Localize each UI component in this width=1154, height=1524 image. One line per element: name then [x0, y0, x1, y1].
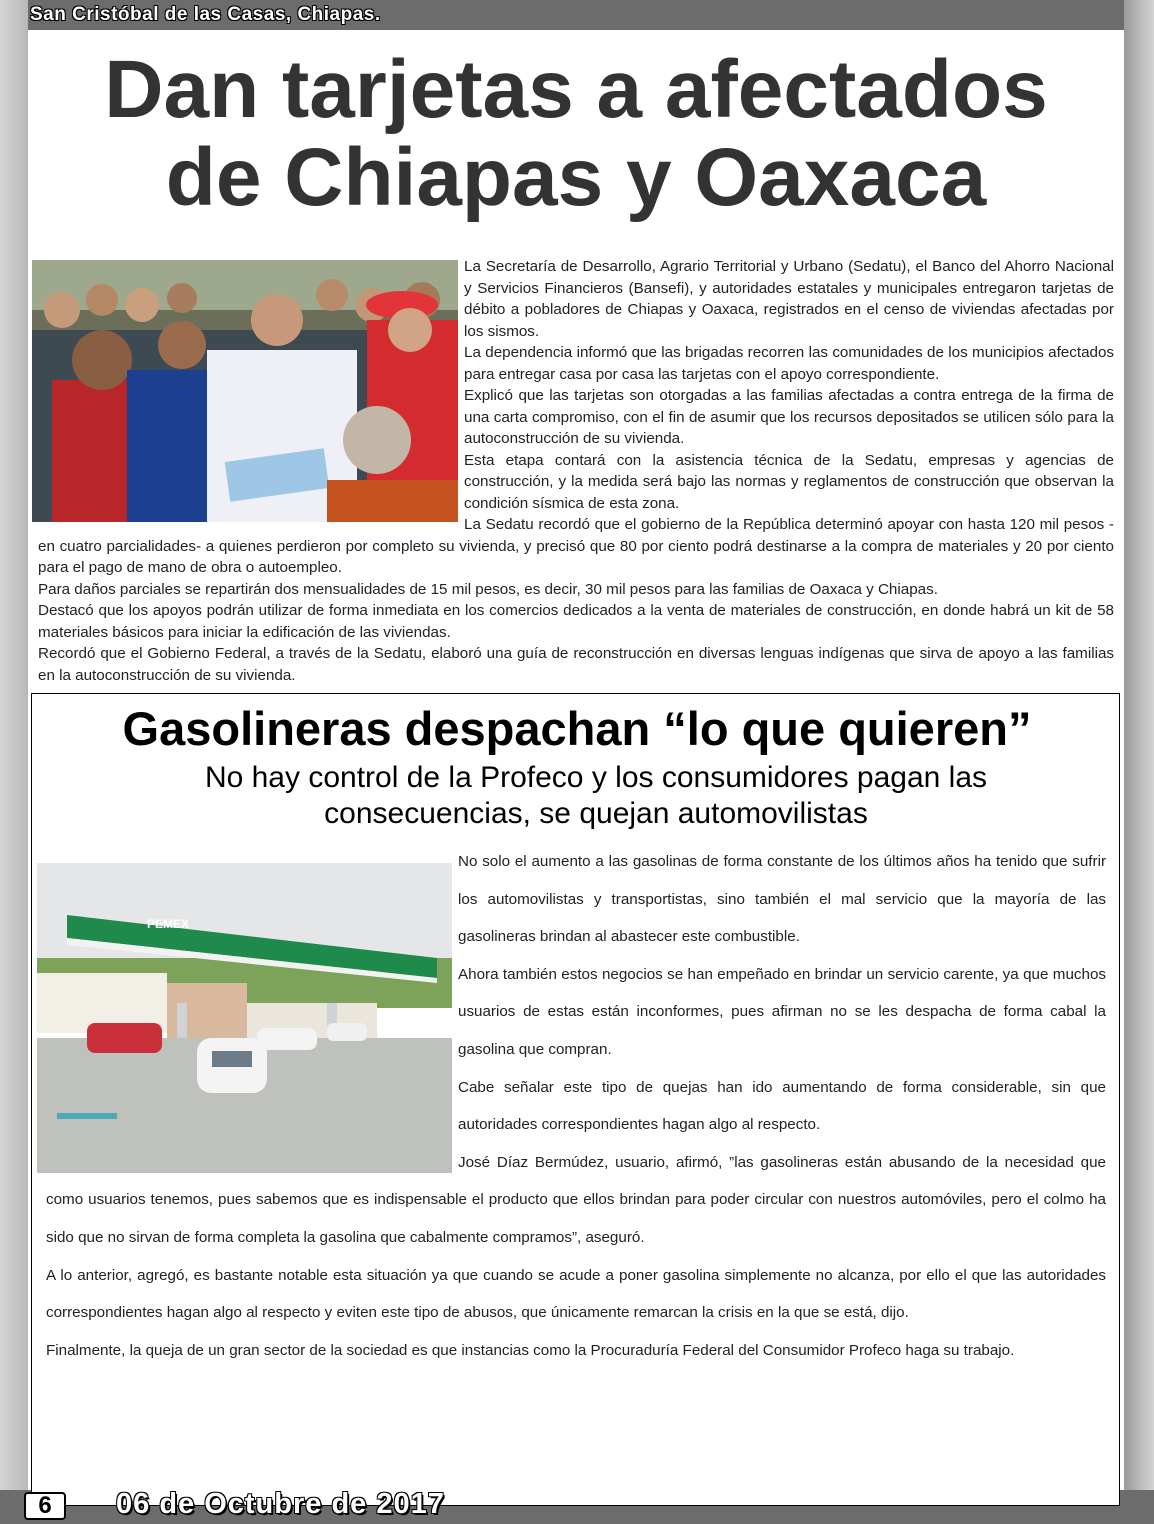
pemex-sign: PEMEX	[147, 917, 190, 931]
article1-paragraph: La Secretaría de Desarrollo, Agrario Territorial y Urbano (Sedatu), el Banco del Ahorro Nacional y Servicios Financieros (Bansefi), y autoridades estatales y municipales entregaron tarjetas de débito a pobladores de Chiapas y Oaxaca, registrados en el censo de viviendas afectadas por los sismos.	[464, 258, 1114, 340]
article2-paragraph: Ahora también estos negocios se han empeñado en brindar un servicio carente, ya que muchos usuarios de estas están inconformes, pues afirman no se les despacha de forma cabal la gasolina que compran.	[458, 965, 1106, 1058]
article1-paragraph: La dependencia informó que las brigadas recorren las comunidades de los municipios afectados para entregar casa por casa las tarjetas con el apoyo correspondiente.	[464, 344, 1114, 383]
article1-paragraph: La Sedatu recordó que el gobierno de la República determinó apoyar con hasta 120 mil pesos -en cuatro parcialidades- a quienes perdieron por completo su vivienda, y precisó que 80 por ciento podrá destinarse a la compra de materiales y 20 por ciento para el pago de mano de obra o autoempleo.	[38, 516, 1114, 576]
article2-paragraph: A lo anterior, agregó, es bastante notable esta situación ya que cuando se acude a poner gasolina simplemente no alcanza, por ello el que las autoridades correspondientes hagan algo al respecto y eviten este tipo de abusos, que únicamente remarcan la crisis en la que se está, dijo.	[46, 1266, 1106, 1322]
frame-right	[1124, 0, 1154, 1524]
frame-left	[0, 0, 28, 1524]
article1-headline-line2: de Chiapas y Oaxaca	[165, 132, 987, 223]
article1-paragraph: Recordó que el Gobierno Federal, a través de la Sedatu, elaboró una guía de reconstrucción en diversas lenguas indígenas que sirva de apoyo a las familias en la autoconstrucción de su vivienda.	[38, 645, 1114, 684]
article1-headline	[28, 46, 1124, 222]
page-number: 6	[24, 1492, 66, 1520]
article1-paragraph: Explicó que las tarjetas son otorgadas a las familias afectadas a contra entrega de la firma de una carta compromiso, con el fin de asumir que los recursos depositados se utilicen sólo para la autoconstrucción de su vivienda.	[464, 387, 1114, 447]
article2-headline: Gasolineras despachan “lo que quieren”	[122, 702, 1032, 755]
article2-paragraph: No solo el aumento a las gasolinas de forma constante de los últimos años ha tenido que sufrir los automovilistas y transportistas, sino también el mal servicio que la mayoría de las gasolineras brindan al abastecer este combustible.	[458, 853, 1106, 946]
article2-body	[46, 843, 1106, 1369]
article1-paragraph: Para daños parciales se repartirán dos mensualidades de 15 mil pesos, es decir, 30 mil pesos para las familias de Oaxaca y Chiapas.	[38, 580, 938, 598]
article1-headline-line1: Dan tarjetas a afectados	[104, 44, 1048, 135]
article1-paragraph: Esta etapa contará con la asistencia técnica de la Sedatu, empresas y agencias de construcción, y la medida será bajo las normas y reglamentos de construcción que observan la condición sísmica de esta zona.	[464, 451, 1114, 512]
location-label: San Cristóbal de las Casas, Chiapas.	[30, 4, 381, 25]
article2-paragraph: Finalmente, la queja de un gran sector de la sociedad es que instancias como la Procuraduría Federal del Consumidor Profeco haga su trabajo.	[46, 1341, 1015, 1359]
article1-body	[38, 256, 1114, 686]
article1-paragraph: Destacó que los apoyos podrán utilizar de forma inmediata en los comercios dedicados a la venta de materiales de construcción, en donde habrá un kit de 58 materiales básicos para iniciar la edificación de las viviendas.	[38, 602, 1114, 641]
article2-paragraph: Cabe señalar este tipo de quejas han ido aumentando de forma considerable, sin que autoridades correspondientes hagan algo al respecto.	[458, 1078, 1106, 1134]
article2-paragraph: José Díaz Bermúdez, usuario, afirmó, ”las gasolineras están abusando de la necesidad que como usuarios tenemos, pues sabemos que es indispensable el producto que ellos brindan para poder circular con nuestros automóviles, pero el colmo ha sido que no sirvan de forma completa la gasolina que cabalmente compramos”, aseguró.	[46, 1153, 1106, 1246]
issue-date: 06 de Octubre de 2017	[116, 1488, 445, 1520]
article2-subhead: No hay control de la Profeco y los consumidores pagan las consecuencias, se quejan automovilistas	[204, 761, 988, 830]
